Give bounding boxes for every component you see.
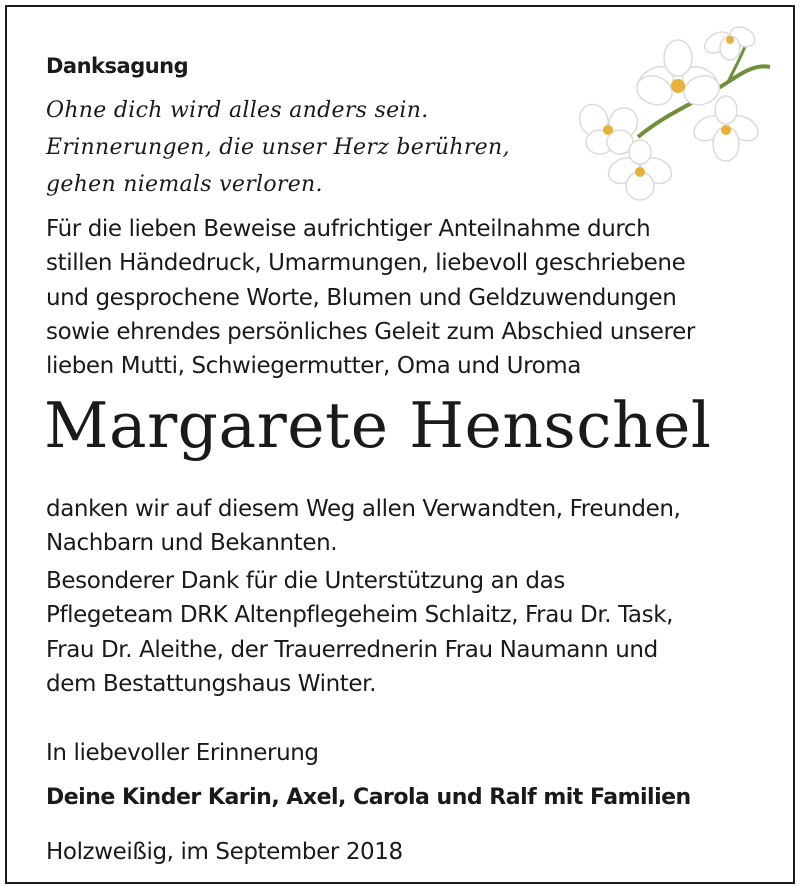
deceased-name: Margarete Henschel [44, 389, 712, 462]
thanks-line: danken wir auf diesem Weg allen Verwandten, Freunden, [46, 496, 681, 522]
signature: Deine Kinder Karin, Axel, Carola und Ralf mit Familien [46, 785, 691, 810]
intro-line: sowie ehrendes persönliches Geleit zum Abschied unserer [46, 318, 695, 345]
special-thanks-paragraph [46, 564, 673, 701]
intro-line: und gesprochene Worte, Blumen und Geldzuwendungen [46, 284, 677, 311]
special-thanks-line: Pflegeteam DRK Altenpflegeheim Schlaitz, Frau Dr. Task, [46, 602, 674, 629]
intro-line: Für die lieben Beweise aufrichtiger Anteilnahme durch [46, 216, 651, 242]
orchid-flower-image [578, 12, 778, 202]
special-thanks-line: Besonderer Dank für die Unterstützung an das [46, 568, 565, 594]
special-thanks-line: Frau Dr. Aleithe, der Trauerrednerin Frau Naumann und [46, 636, 658, 663]
intro-line: lieben Mutti, Schwiegermutter, Oma und Uroma [46, 353, 581, 380]
quote-line: gehen niemals verloren. [46, 172, 323, 197]
special-thanks-line: dem Bestattungshaus Winter. [46, 670, 377, 697]
place-date: Holzweißig, im September 2018 [46, 839, 403, 865]
quote [46, 92, 510, 203]
heading: Danksagung [46, 54, 189, 78]
intro-line: stillen Händedruck, Umarmungen, liebevoll geschriebene [46, 250, 686, 277]
quote-line: Erinnerungen, die unser Herz berühren, [46, 135, 510, 160]
thanks-line: Nachbarn und Bekannten. [46, 530, 338, 557]
thanks-paragraph [46, 492, 680, 561]
quote-line: Ohne dich wird alles anders sein. [46, 98, 429, 123]
intro-paragraph [46, 212, 695, 383]
closing: In liebevoller Erinnerung [46, 740, 319, 766]
